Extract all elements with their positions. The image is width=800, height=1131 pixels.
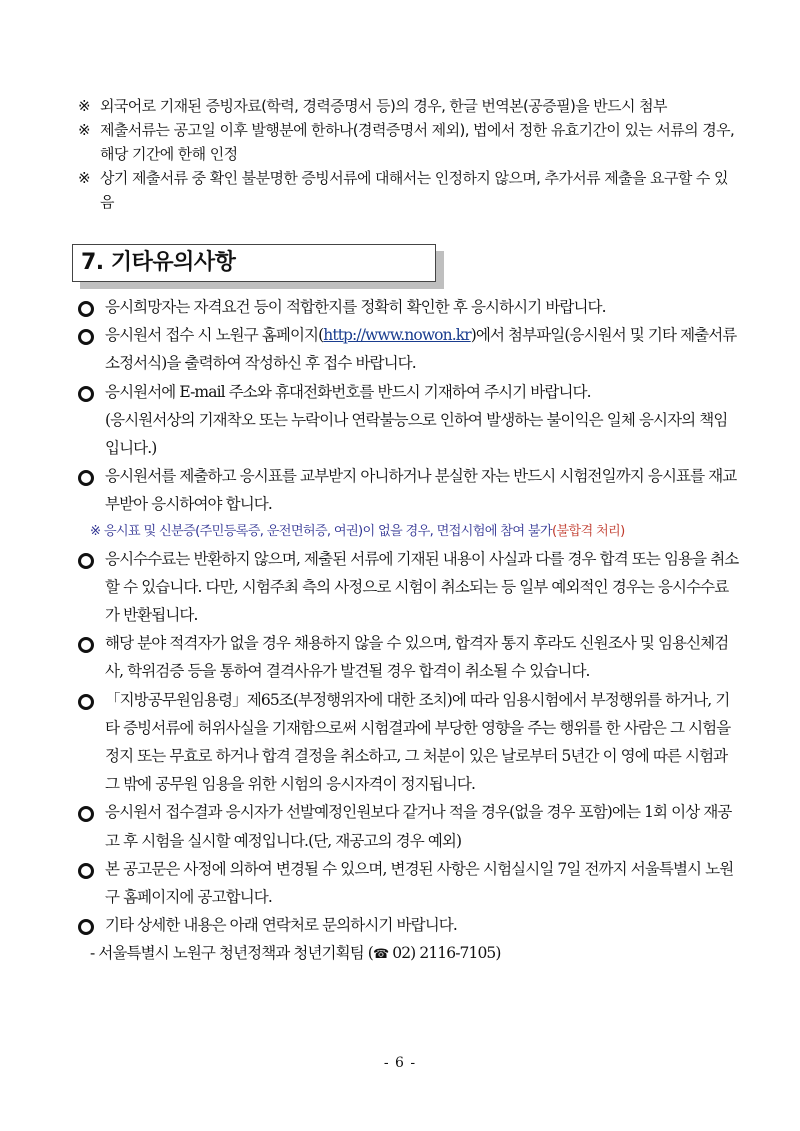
item-text: 「지방공무원임용령」제65조(부정행위자에 대한 조치)에 따라 임용시험에서 부정행위를 하거나, 기타 증빙서류에 허위사실을 기재함으로써 시험결과에 부당한 영향을 주는 행위를 한 사람은 그 시험을 정지 또는 무효로 하거나 합격 결정을 취소하고, 그 처분이 있은 날로부터 5년간 이 영에 따른 시험과 그 밖에 공무원 임용을 위한 시험의 응시자격이 정지됩니다. xyxy=(105,690,731,794)
id-required-text: 응시표 및 신분증(주민등록증, 운전면허증, 여권)이 없을 경우, 면접시험에 참여 불가 xyxy=(103,523,552,539)
item-text: 응시수수료는 반환하지 않으며, 제출된 서류에 기재된 내용이 사실과 다를 경우 합격 또는 임용을 취소할 수 있습니다. 다만, 시험주최 측의 사정으로 시험이 취소되는 등 일부 예외적인 경우는 응시수수료가 반환됩니다. xyxy=(105,549,739,625)
circle-bullet-icon xyxy=(78,470,94,486)
reference-mark: ※ xyxy=(78,169,90,187)
id-required-note xyxy=(76,519,740,545)
phone-icon: ☎ xyxy=(372,947,389,963)
circle-bullet-icon xyxy=(78,806,94,822)
circle-bullet-icon xyxy=(78,301,94,317)
list-item xyxy=(76,855,740,911)
item-text: 해당 분야 적격자가 없을 경우 채용하지 않을 수 있으며, 합격자 통지 후라도 신원조사 및 임용신체검사, 학위검증 등을 통하여 결격사유가 발견될 경우 합격이 취소될 수 있습니다. xyxy=(105,634,729,681)
notice-items xyxy=(76,293,740,970)
circle-bullet-icon xyxy=(78,919,94,935)
note-foreign-documents xyxy=(78,94,738,118)
circle-bullet-icon xyxy=(78,386,94,402)
circle-bullet-icon xyxy=(78,637,94,653)
list-item xyxy=(76,378,740,463)
section-title: 7. 기타유의사항 xyxy=(81,250,236,275)
section-header-box xyxy=(72,244,436,282)
list-item xyxy=(76,462,740,518)
item-text: 기타 상세한 내용은 아래 연락처로 문의하시기 바랍니다. xyxy=(105,916,457,935)
reference-mark: ※ xyxy=(78,97,90,115)
circle-bullet-icon xyxy=(78,329,94,345)
list-item xyxy=(76,798,740,854)
list-item xyxy=(76,911,740,939)
note-text: 외국어로 기재된 증빙자료(학력, 경력증명서 등)의 경우, 한글 번역본(공증필)을 반드시 첨부 xyxy=(100,97,667,115)
list-item xyxy=(76,686,740,799)
document-notes xyxy=(78,94,738,214)
homepage-link[interactable]: http://www.nowon.kr xyxy=(323,326,471,345)
reference-mark: ※ xyxy=(78,121,90,139)
contact-department: - 서울특별시 노원구 청년정책과 청년기획팀 ( xyxy=(90,944,373,963)
item-text: 본 공고문은 사정에 의하여 변경될 수 있으며, 변경된 사항은 시험실시일 7일 전까지 서울특별시 노원구 홈페이지에 공고합니다. xyxy=(105,859,734,907)
item-text: 응시희망자는 자격요건 등이 적합한지를 정확히 확인한 후 응시하시기 바랍니다. xyxy=(105,298,606,316)
reference-mark: ※ xyxy=(90,523,101,539)
circle-bullet-icon xyxy=(78,863,94,879)
list-item xyxy=(76,545,740,630)
item-text: 응시원서를 제출하고 응시표를 교부받지 아니하거나 분실한 자는 반드시 시험전일까지 응시표를 재교부받아 응시하여야 합니다. xyxy=(105,467,737,514)
circle-bullet-icon xyxy=(78,694,94,710)
list-item xyxy=(76,321,740,377)
note-unclear-documents xyxy=(78,166,738,214)
note-text: 제출서류는 공고일 이후 발행분에 한하나(경력증명서 제외), 법에서 정한 유효기간이 있는 서류의 경우, 해당 기간에 한해 인정 xyxy=(100,121,735,163)
item-subnote: (응시원서상의 기재착오 또는 누락이나 연락불능으로 인하여 발생하는 불이익은 일체 응시자의 책임입니다.) xyxy=(105,410,728,458)
item-text: 응시원서에 E-mail 주소와 휴대전화번호를 반드시 기재하여 주시기 바랍니다. xyxy=(105,382,591,401)
item-text: )에서 첨부파일(응시원서 및 기타 제출서류 소정서식)을 출력하여 작성하신 후 접수 바랍니다. xyxy=(105,326,737,373)
note-submission-validity xyxy=(78,118,738,166)
note-text: 상기 제출서류 중 확인 불분명한 증빙서류에 대해서는 인정하지 않으며, 추가서류 제출을 요구할 수 있음 xyxy=(100,169,728,211)
contact-number: 02) 2116-7105) xyxy=(388,944,501,963)
circle-bullet-icon xyxy=(78,553,94,569)
list-item xyxy=(76,629,740,685)
page-number: - 6 - xyxy=(383,1055,417,1071)
item-text: 응시원서 접수 시 노원구 홈페이지( xyxy=(105,326,324,345)
list-item xyxy=(76,293,740,321)
disqualified-text: (불합격 처리) xyxy=(551,523,625,539)
section-header xyxy=(72,244,438,282)
item-text: 응시원서 접수결과 응시자가 선발예정인원보다 같거나 적을 경우(없을 경우 포함)에는 1회 이상 재공고 후 시험을 실시할 예정입니다.(단, 재공고의 경우 예외) xyxy=(105,803,732,850)
contact-line xyxy=(76,939,740,969)
